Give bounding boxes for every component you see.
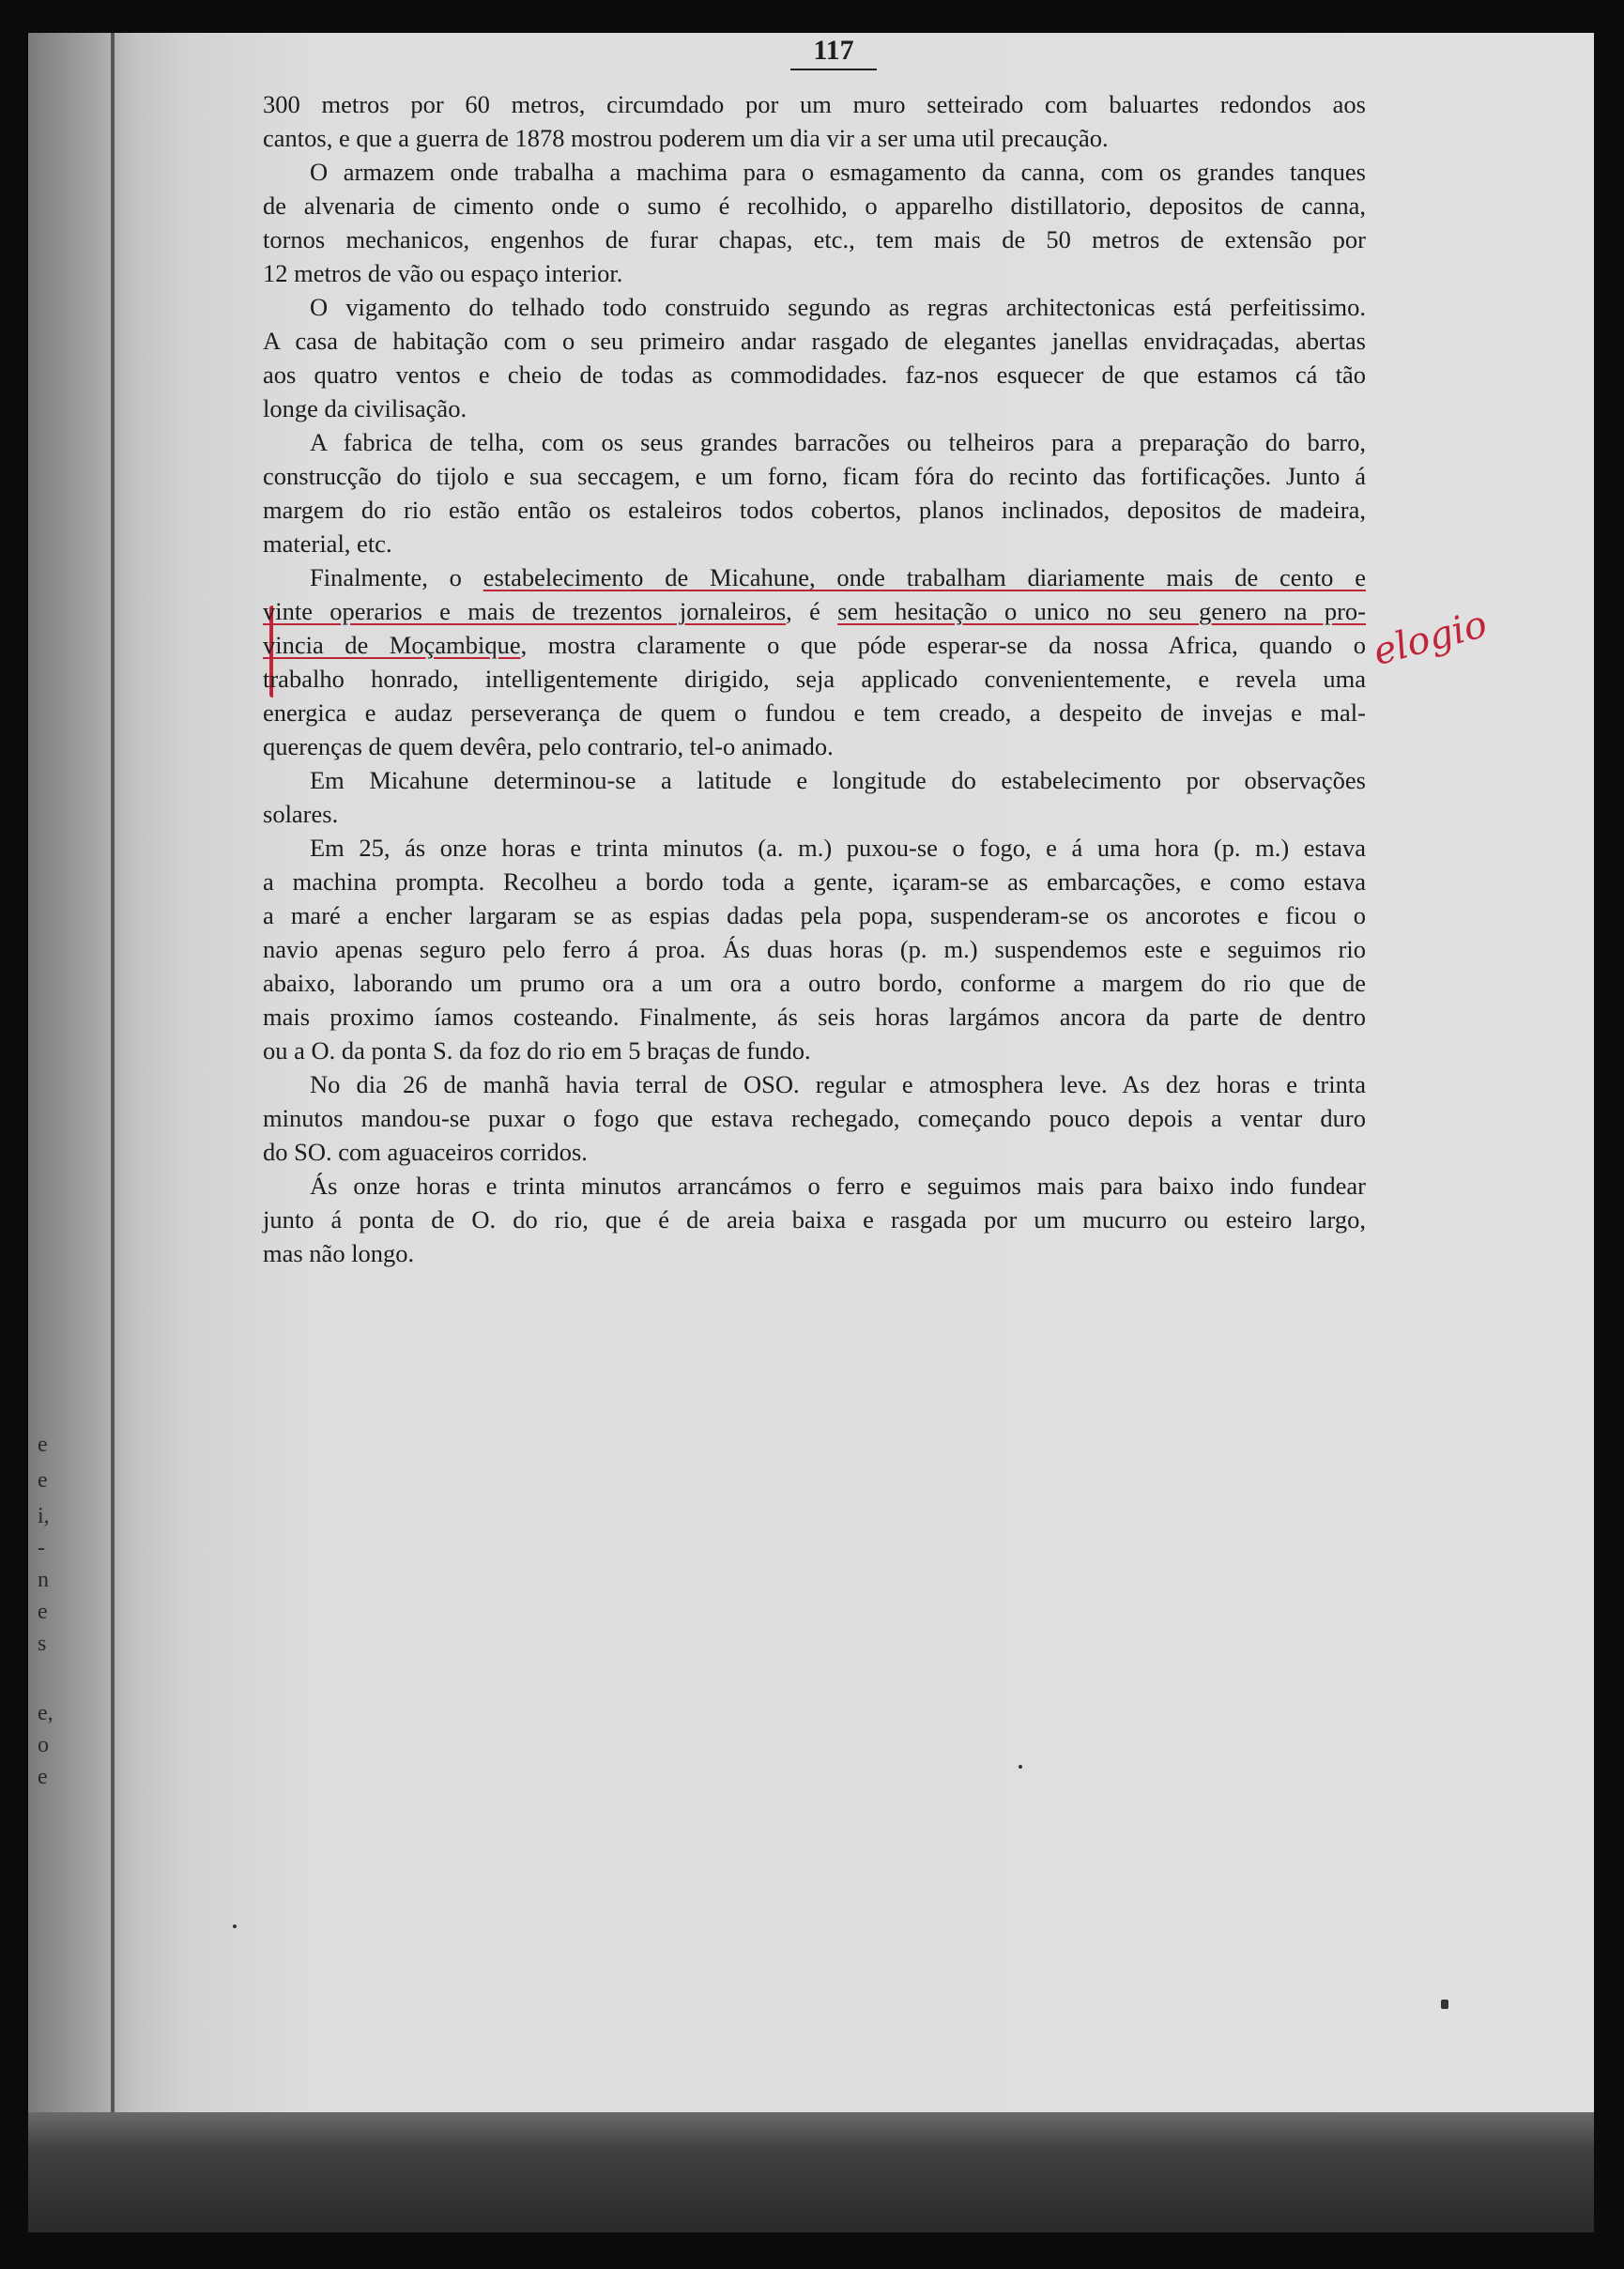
margin-fragment: s [38,1632,47,1656]
text-line [263,560,1366,594]
text-line: cantos, e que a guerra de 1878 mostrou poderem um dia vir a ser uma util precaução. [263,124,1109,152]
text-line: Em 25, ás onze horas e trinta minutos (a. m.) puxou-se o fogo, e á uma hora (p. m.) estava [310,834,1366,862]
text-line: a machina prompta. Recolheu a bordo toda a gente, içaram-se as embarcações, e como estava [263,867,1366,896]
margin-fragment: e [38,1433,48,1457]
text-line: do SO. com aguaceiros corridos. [263,1138,588,1166]
text-line: Ás onze horas e trinta minutos arrancámos o ferro e seguimos mais para baixo indo fundear [310,1172,1366,1200]
text-line: A fabrica de telha, com os seus grandes barracões ou telheiros para a preparação do barro, [310,428,1366,456]
body-text [263,87,1366,1270]
text-line: O armazem onde trabalha a machima para o esmagamento da canna, com os grandes tanques [310,158,1366,186]
text-line: mais proximo íamos costeando. Finalmente, ás seis horas largámos ancora da parte de dentro [263,1003,1366,1031]
underlined-text: vinte operarios e mais de trezentos jornaleiros [263,597,787,625]
underlined-text: estabelecimento de Micahune, onde trabalham diariamente mais de cento e [483,563,1366,591]
text-line: A casa de habitação com o seu primeiro andar rasgado de elegantes janellas envidraçadas, abertas [263,327,1366,355]
text-line: construcção do tijolo e sua seccagem, e um forno, ficam fóra do recinto das fortificações. Junto á [263,462,1366,490]
text-line: Em Micahune determinou-se a latitude e longitude do estabelecimento por observações [310,766,1366,794]
text-segment: Finalmente, o [310,563,483,591]
text-line: a maré a encher largaram se as espias dadas pela popa, suspenderam-se os ancorotes e ficou o [263,901,1366,929]
text-line: No dia 26 de manhã havia terral de OSO. regular e atmosphera leve. As dez horas e trinta [310,1070,1366,1098]
text-segment: , é [786,597,838,625]
scanned-page [28,33,1594,2232]
margin-fragment: n [38,1568,49,1592]
binding-gutter [111,33,115,2145]
margin-fragment: o [38,1733,49,1757]
text-line [263,594,1366,628]
text-line: solares. [263,800,339,828]
scan-bottom-shadow [28,2112,1594,2232]
underlined-text: sem hesitação o unico no seu genero na pro- [837,597,1367,625]
margin-fragment: i, [38,1504,50,1528]
text-line: energica e audaz perseverança de quem o fundou e tem creado, a despeito de invejas e mal- [263,698,1366,727]
margin-fragment: e [38,1468,48,1493]
text-line: material, etc. [263,529,392,558]
text-line: mas não longo. [263,1239,415,1267]
handwritten-margin-note: elogio [1369,602,1492,675]
margin-fragment: e [38,1765,48,1789]
text-line: trabalho honrado, intelligentemente dirigido, seja applicado convenientemente, e revela uma [263,665,1366,693]
text-line: 12 metros de vão ou espaço interior. [263,259,623,287]
text-line: minutos mandou-se puxar o fogo que estava rechegado, começando pouco depois a ventar duro [263,1104,1366,1132]
text-line: tornos mechanicos, engenhos de furar chapas, etc., tem mais de 50 metros de extensão por [263,225,1366,253]
page-number: 117 [790,35,877,70]
margin-fragment: e, [38,1701,54,1725]
scan-speck [233,1924,237,1928]
margin-fragment: e [38,1600,48,1624]
text-line: 300 metros por 60 metros, circumdado por um muro setteirado com baluartes redondos aos [263,90,1366,118]
text-line: de alvenaria de cimento onde o sumo é recolhido, o apparelho distillatorio, depositos de canna, [263,192,1366,220]
text-segment: , mostra claramente o que póde esperar-se da nossa Africa, quando o [520,631,1366,659]
text-line: ou a O. da ponta S. da foz do rio em 5 braças de fundo. [263,1036,811,1065]
text-line: abaixo, laborando um prumo ora a um ora a outro bordo, conforme a margem do rio que de [263,969,1366,997]
scan-speck [1441,2000,1448,2009]
text-line: querenças de quem devêra, pelo contrario, tel-o animado. [263,732,834,760]
text-line: navio apenas seguro pelo ferro á proa. Ás duas horas (p. m.) suspendemos este e seguimos rio [263,935,1366,963]
text-line: O vigamento do telhado todo construido segundo as regras architectonicas está perfeitissimo. [310,293,1366,321]
text-line: aos quatro ventos e cheio de todas as commodidades. faz-nos esquecer de que estamos cá tão [263,360,1366,389]
margin-fragment: - [38,1536,45,1560]
text-line: longe da civilisação. [263,394,467,422]
text-line: margem do rio estão então os estaleiros todos cobertos, planos inclinados, depositos de madeira, [263,496,1366,524]
text-line: junto á ponta de O. do rio, que é de areia baixa e rasgada por um mucurro ou esteiro largo, [263,1205,1366,1234]
text-line [263,628,1366,662]
scan-speck [1019,1765,1022,1769]
underlined-text: vincia de Moçambique [263,631,521,659]
